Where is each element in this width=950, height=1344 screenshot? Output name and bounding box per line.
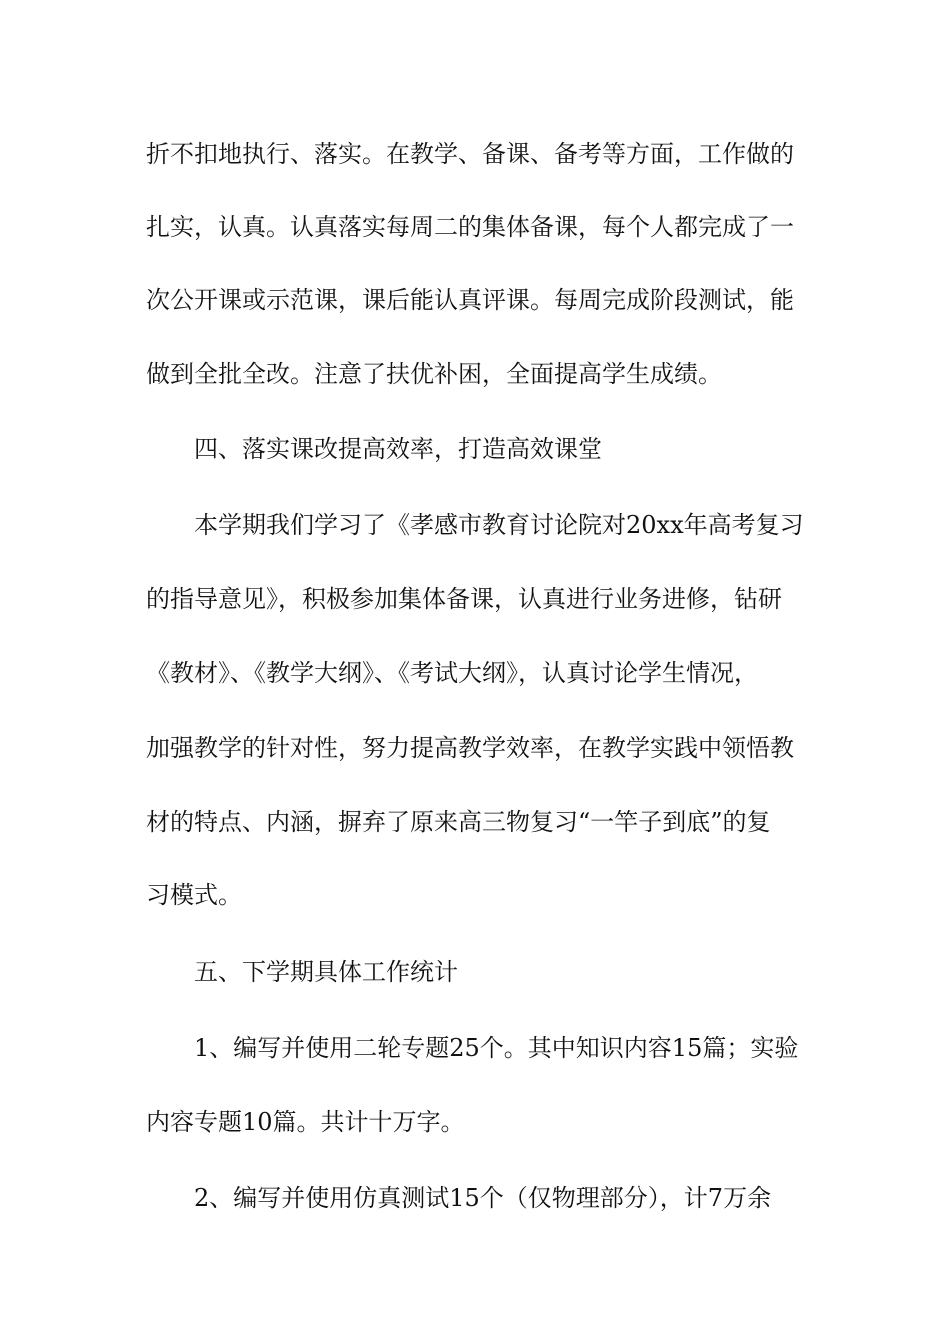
section-heading-4 bbox=[0, 434, 950, 464]
section-heading-5 bbox=[0, 957, 950, 987]
paragraph-line bbox=[0, 733, 950, 763]
paragraph-line bbox=[0, 212, 950, 242]
paragraph-line bbox=[0, 510, 950, 540]
line-text: 内容专题10篇。共计十万字。 bbox=[146, 1108, 465, 1136]
heading-text: 四、落实课改提高效率，打造高效课堂 bbox=[194, 435, 602, 463]
line-text: 的指导意见》，积极参加集体备课，认真进行业务进修，钻研 bbox=[146, 585, 782, 613]
line-text: 扎实，认真。认真落实每周二的集体备课，每个人都完成了一 bbox=[146, 213, 794, 241]
line-text: 材的特点、内涵，摒弃了原来高三物复习“一竿子到底”的复 bbox=[146, 808, 771, 836]
line-text: 次公开课或示范课，课后能认真评课。每周完成阶段测试，能 bbox=[146, 286, 794, 314]
heading-text: 五、下学期具体工作统计 bbox=[194, 958, 458, 986]
paragraph-line bbox=[0, 584, 950, 614]
paragraph-line bbox=[0, 880, 950, 910]
line-text: 加强教学的针对性，努力提高教学效率，在教学实践中领悟教 bbox=[146, 734, 794, 762]
line-text: 折不扣地执行、落实。在教学、备课、备考等方面，工作做的 bbox=[146, 140, 794, 168]
paragraph-line bbox=[0, 359, 950, 389]
line-text: 本学期我们学习了《孝感市教育讨论院对20xx年高考复习 bbox=[194, 511, 804, 539]
line-text: 习模式。 bbox=[146, 881, 242, 909]
paragraph-line bbox=[0, 139, 950, 169]
paragraph-line bbox=[0, 658, 950, 688]
list-item-line bbox=[0, 1033, 950, 1063]
line-text: 做到全批全改。注意了扶优补困，全面提高学生成绩。 bbox=[146, 360, 722, 388]
line-text: 《教材》、《教学大纲》、《考试大纲》，认真讨论学生情况， bbox=[146, 659, 758, 687]
list-item-line bbox=[0, 1183, 950, 1213]
line-text: 1、编写并使用二轮专题25个。其中知识内容15篇；实验 bbox=[194, 1034, 799, 1062]
line-text: 2、编写并使用仿真测试15个（仅物理部分），计7万余 bbox=[194, 1184, 772, 1212]
paragraph-line bbox=[0, 285, 950, 315]
list-item-line bbox=[0, 1107, 950, 1137]
paragraph-line bbox=[0, 807, 950, 837]
